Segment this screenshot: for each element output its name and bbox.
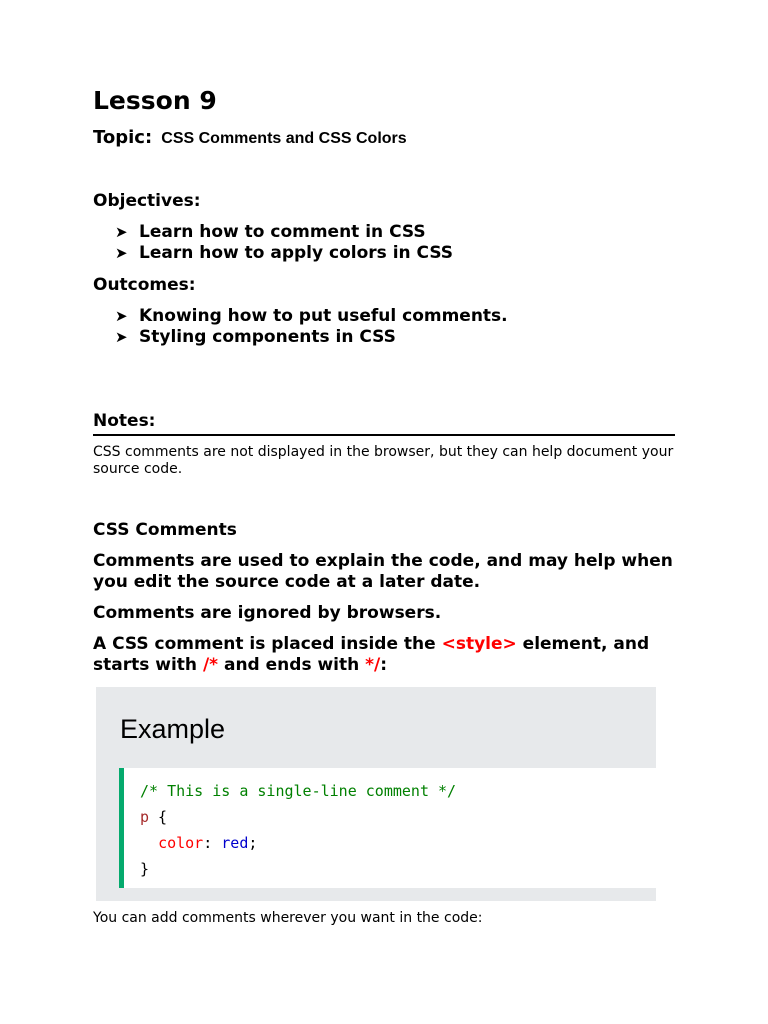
list-item: ➤ Learn how to comment in CSS	[115, 222, 426, 242]
outcomes-heading: Outcomes:	[93, 275, 196, 295]
arrow-bullet-icon: ➤	[115, 244, 128, 262]
code-value: red	[221, 834, 249, 852]
code-line: p {	[140, 808, 168, 826]
list-item: ➤ Learn how to apply colors in CSS	[115, 243, 454, 263]
topic-label: Topic:	[93, 127, 153, 148]
comment-close-keyword: */	[365, 655, 381, 675]
topic-line	[93, 126, 407, 151]
lesson-title: Lesson 9	[93, 86, 217, 115]
comment-open-keyword: /*	[202, 655, 219, 675]
code-property: color	[158, 834, 204, 852]
list-item: ➤ Knowing how to put useful comments.	[115, 306, 508, 326]
example-box	[96, 687, 656, 901]
code-line: }	[140, 860, 150, 878]
objectives-list	[115, 222, 453, 264]
arrow-bullet-icon: ➤	[115, 223, 128, 241]
comments-explain-paragraph: Comments are used to explain the code, and may help when you edit the source code at a later date.	[93, 551, 673, 592]
code-line	[140, 778, 656, 804]
code-selector: p	[140, 808, 150, 826]
example-title: Example	[120, 714, 226, 744]
code-comment: /* This is a single-line comment */	[140, 782, 457, 800]
notes-heading: Notes:	[93, 410, 675, 436]
arrow-bullet-icon: ➤	[115, 307, 128, 325]
style-tag-keyword: <style>	[441, 634, 517, 654]
css-comments-heading: CSS Comments	[93, 520, 237, 540]
code-line: color: red;	[158, 834, 258, 852]
objectives-heading: Objectives:	[93, 191, 201, 211]
topic-value: CSS Comments and CSS Colors	[161, 130, 407, 147]
notes-text: CSS comments are not displayed in the browser, but they can help document your source code.	[93, 444, 674, 477]
comment-syntax-paragraph: A CSS comment is placed inside the <style> element, and starts with /* and ends with */:	[93, 634, 650, 675]
footer-text: You can add comments wherever you want in the code:	[93, 910, 483, 926]
outcomes-list	[115, 306, 508, 348]
list-item: ➤ Styling components in CSS	[115, 327, 396, 347]
code-block	[119, 768, 656, 888]
arrow-bullet-icon: ➤	[115, 328, 128, 346]
comments-ignored-paragraph: Comments are ignored by browsers.	[93, 603, 442, 623]
